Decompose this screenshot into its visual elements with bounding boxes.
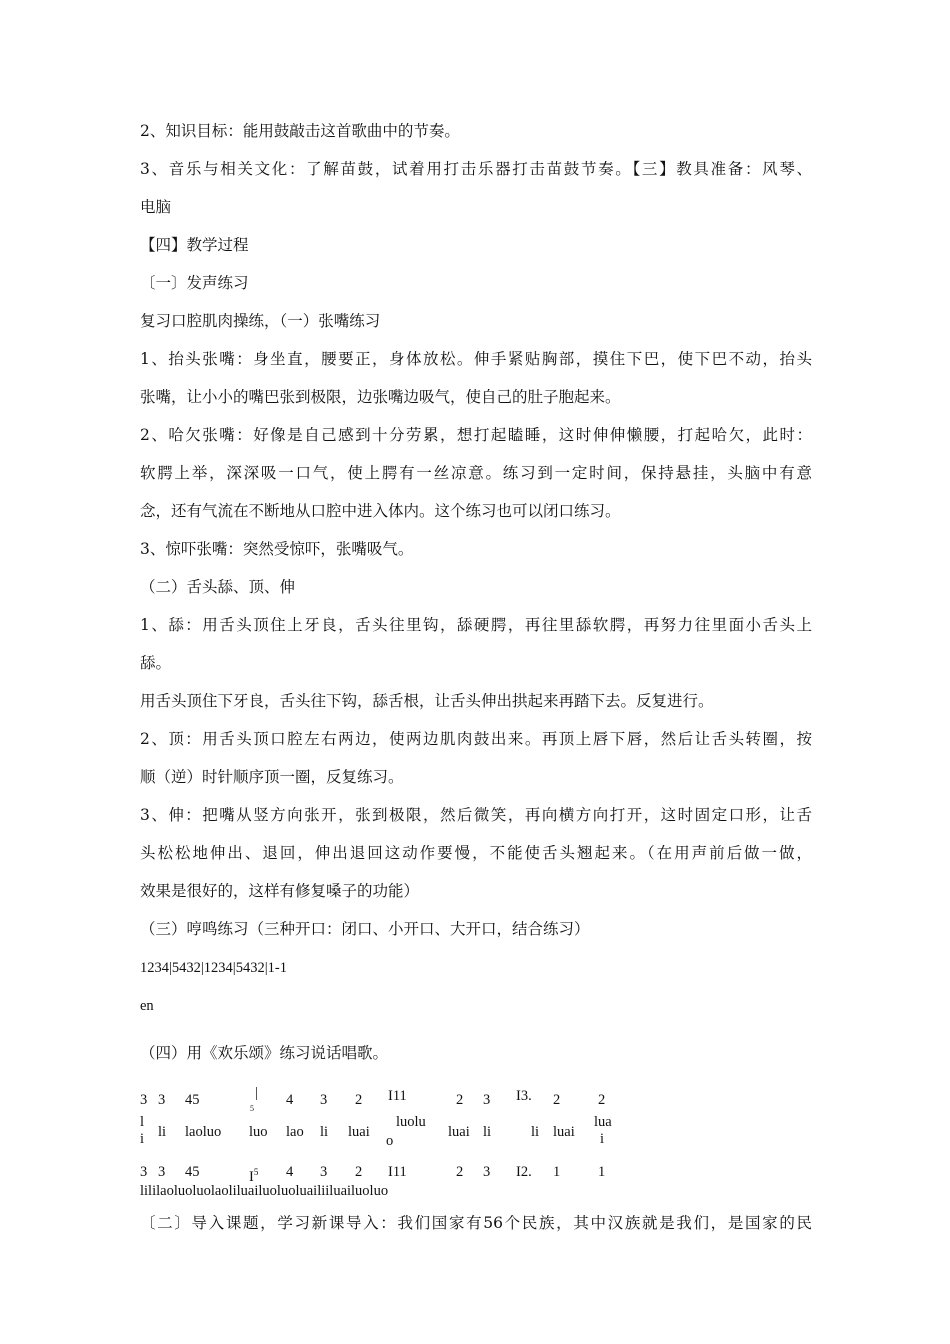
score-note: I2.	[516, 1164, 532, 1180]
paragraph-lick-3: 用舌头顶住下牙良，舌头往下钩，舔舌根，让舌头伸出拱起来再踏下去。反复进行。	[140, 692, 714, 710]
heading-tongue: （二）舌头舔、顶、伸	[140, 578, 296, 596]
score-note: 3	[483, 1164, 491, 1180]
paragraph-knowledge-goal: 2、知识目标：能用鼓敲击这首歌曲中的节奏。	[140, 122, 460, 140]
paragraph-extend-2: 头松松地伸出、退回，伸出退回这动作要慢，不能使舌头翘起来。（在用声前后做一做，	[140, 844, 812, 862]
paragraph-computer: 电脑	[140, 198, 172, 216]
score-note: 3	[483, 1092, 491, 1108]
score-note: 2	[553, 1092, 561, 1108]
score-note: 4	[286, 1092, 294, 1108]
score-syllable: li	[531, 1124, 540, 1140]
score-note: 2	[598, 1092, 606, 1108]
paragraph-raise-head-2: 张嘴，让小小的嘴巴张到极限，边张嘴边吸气，使自己的肚子胞起来。	[140, 388, 621, 406]
score-syllable: luolu	[396, 1114, 426, 1130]
score-syllable: lua	[594, 1114, 612, 1130]
notation-line: 1234|5432|1234|5432|1-1	[140, 960, 287, 976]
paragraph-music-culture: 3、音乐与相关文化：了解苗鼓，试着用打击乐器打击苗鼓节奏。【三】教具准备：风琴、	[140, 160, 812, 178]
score-note: 2	[456, 1164, 464, 1180]
paragraph-extend-3: 效果是很好的，这样有修复嗓子的功能）	[140, 882, 420, 900]
score-syllable: luai	[553, 1124, 575, 1140]
score-note: I11	[388, 1164, 407, 1180]
en-line: en	[140, 998, 154, 1014]
score-syllable: luo	[249, 1124, 268, 1140]
score-note: 3	[140, 1164, 148, 1180]
paragraph-yawn-3: 念，还有气流在不断地从口腔中进入体内。这个练习也可以闭口练习。	[140, 502, 621, 520]
score-note: I3.	[516, 1088, 532, 1104]
paragraph-review-mouth: 复习口腔肌肉操练，（一）张嘴练习	[140, 312, 381, 330]
score-note: 3	[140, 1092, 148, 1108]
score-syllable: o	[386, 1133, 394, 1149]
score-note: 3	[158, 1092, 166, 1108]
score-note: 3	[320, 1092, 328, 1108]
score-syllable: laoluo	[185, 1124, 222, 1140]
score-syllable: i	[140, 1131, 145, 1147]
score-note: 2	[355, 1092, 363, 1108]
score-syllable: li	[158, 1124, 167, 1140]
paragraph-yawn-1: 2、哈欠张嘴：好像是自己感到十分劳累，想打起瞌睡，这时伸伸懒腰，打起哈欠，此时：	[140, 426, 812, 444]
score-note: I11	[388, 1088, 407, 1104]
score-note	[249, 1164, 258, 1185]
score-superscript: 5	[253, 1167, 259, 1177]
paragraph-raise-head-1: 1、抬头张嘴：身坐直，腰要正，身体放松。伸手紧贴胸部，摸住下巴，使下巴不动，抬头	[140, 350, 812, 368]
score-note: 45	[185, 1164, 200, 1180]
paragraph-startle: 3、惊吓张嘴：突然受惊吓，张嘴吸气。	[140, 540, 414, 558]
score-tiny-mark: 5	[250, 1104, 254, 1113]
score-note: 4	[286, 1164, 294, 1180]
score-syllable: l	[140, 1114, 145, 1130]
heading-teaching-process: 【四】教学过程	[140, 236, 249, 254]
score-note: 3	[158, 1164, 166, 1180]
score-note-i: I	[249, 1168, 254, 1185]
heading-humming: （三）哼鸣练习（三种开口：闭口、小开口、大开口，结合练习）	[140, 920, 590, 938]
score-barline: |	[255, 1085, 258, 1101]
paragraph-push-1: 2、顶：用舌头顶口腔左右两边，使两边肌肉鼓出来。再顶上唇下唇，然后让舌头转圈，按	[140, 730, 812, 748]
score-syllable: li	[320, 1124, 329, 1140]
score-note: 2	[456, 1092, 464, 1108]
score-syllable: i	[600, 1131, 605, 1147]
paragraph-extend-1: 3、伸：把嘴从竖方向张开，张到极限，然后微笑，再向横方向打开，这时固定口形，让舌	[140, 806, 812, 824]
paragraph-push-2: 顺（逆）时针顺序顶一圈，反复练习。	[140, 768, 404, 786]
score-syllable: li	[483, 1124, 492, 1140]
heading-vocal-practice: 〔一〕发声练习	[140, 274, 249, 292]
score-syllable: luai	[348, 1124, 370, 1140]
score-note: 1	[553, 1164, 561, 1180]
paragraph-new-lesson: 〔二〕导入课题，学习新课导入：我们国家有56个民族，其中汉族就是我们，是国家的民	[140, 1214, 812, 1232]
score-note: 2	[355, 1164, 363, 1180]
paragraph-yawn-2: 软腭上举，深深吸一口气，使上腭有一丝凉意。练习到一定时间，保持悬挂，头脑中有意	[140, 464, 812, 482]
paragraph-lick-1: 1、舔：用舌头顶住上牙良，舌头往里钩，舔硬腭，再往里舔软腭，再努力往里面小舌头上	[140, 616, 812, 634]
score-syllable: lao	[286, 1124, 304, 1140]
heading-ode-to-joy: （四）用《欢乐颂》练习说话唱歌。	[140, 1044, 389, 1062]
score-note: 45	[185, 1092, 200, 1108]
score-note: 3	[320, 1164, 328, 1180]
score-note: 1	[598, 1164, 606, 1180]
paragraph-lick-2: 舔。	[140, 654, 172, 672]
score-syllable: luai	[448, 1124, 470, 1140]
lyric-line: lililaoluoluolaoliluailuoluoluailiiluailuoluo	[140, 1183, 389, 1199]
